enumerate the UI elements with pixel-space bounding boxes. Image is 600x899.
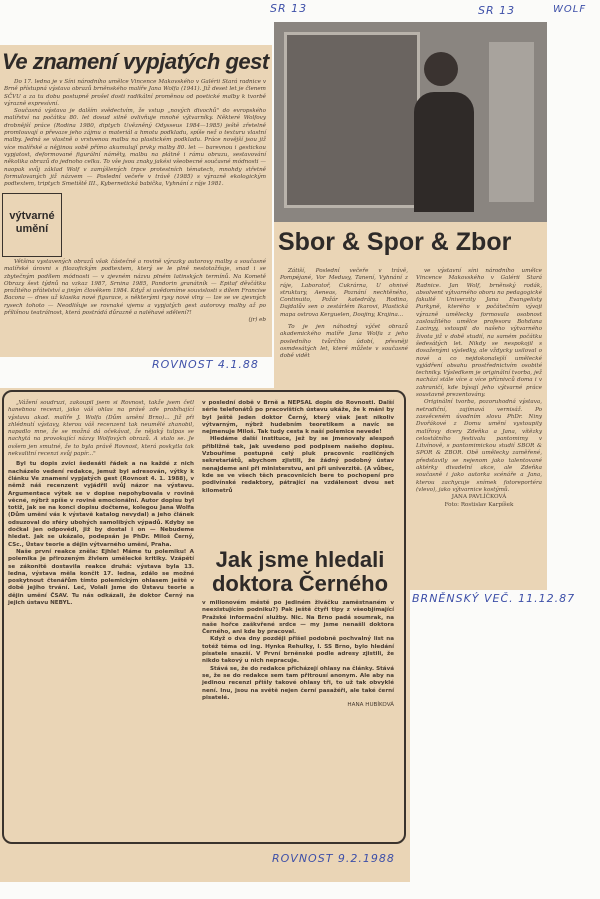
handwritten-source: ROVNOST 4.1.88 (152, 358, 259, 371)
handwritten-note: SR 13 (478, 4, 516, 17)
headline: Ve znamení vypjatých gest (2, 49, 269, 74)
painting-image (284, 32, 420, 208)
article-text: Do 17. ledna je v Síni národního umělce Vincence Makovského v Galérii Stará radnice v Brně přístupná výstava obrazů brněnského malíře Jana Wolfa (1941). Již deset let je členem SČVU a za tu dobu postupně prošel dosti radikální proměnou od poetické malby k tvorbě výrazně expresívní. Současná výstava je dalším svědectvím, že vstup „nových divochů" do evropského malířství na počátku 80. let dosud silně ovlivňuje mnohé výtvarníky. Některé Wolfovy drobnější práce (Rodina 1980, diptych Uvězněný Odysseus 1984—1985) ještě zřetelně promlouvají o převaze jeho zájmu o materiál a hmotu podkladu, spíše než o texturu vlastní malby. Jedná se vlastně o vrstvenou malbu na plastickém podkladu. Práce novější jsou již více malířské a nějjinou sobě přímo akumulují prvky malby 80. let — barevnou i gestickou vypjatost, deformované figurální náměty, malbu na plátně i rámu obrazu, sestavování několika obrazů do jednoho celku. To vše jsou znaky jakési všeobecné současné módnosti — naopak svůj základ Wolf v zamýšlených trpce protestních tématech, mnohdy střetně formulovaných již názvem — Poslední večeře v trávě (1985) s výrazně ekologickým podtextem, triptych Smetiště III., Kybernetická babička, Vyhnání z ráje 1981. (4, 79, 266, 188)
article-column: v poslední době v Brně a NEPSAL dopis do Rovnosti. Další série telefonátů po pracovištích ústavu ukáže, že k máni by byl ještě jeden doktor Černý, který však jest nikoliv výtvarným, nýbrž hudebním teoretikem a navíc se nejmenuje Miloš. Tak tudy cesta k naší polemice nevede! Hledáme další instituce, jež by se jmenovaly alespoň přibližně tak, jak uvedeno pod podpisem našeho dopisu. Vzbouříme postupně celý pluk pracovnic rozličných sekretariátů, abychom zjistili, že žádný podobný ústav nenajdeme ani při ministerstvu, ani při univerzitě. (A vůbec, kde se ve všech těch pracovnicích bere to pochopení pro podivínské redaktory, pátrající na vzdálenost dvou set kilometrů (202, 400, 394, 494)
clipping-ve-znameni (0, 45, 272, 357)
clipping-jak-jsme-hledali (0, 388, 410, 882)
handwritten-source: BRNĚNSKÝ VEČ. 11.12.87 (412, 592, 576, 605)
article-text: Většina vystavených obrazů však částečně a rovině výrazky autorovy malby a současné malířské úrovni s filozofickým podtextem, který se le plně nestotožňuje, snad i se zbytečným podílem módnosti — v zjevném názvu plném latinských termínů. Na Kometě Obrazy šest týdnů na vzkaz 1987, Srnina 1985, Pandorin granátník — Epitaf děvčátku prožitého přátelství a jiným člověkem 1984. Když si uvědomíme souvislosti s dílem Francise Bacona — dnes už klasika nové figurace, s některými rysy nové vlny — lze se ve zjevných rysech tohoto — Neodlišuje se rovnaké vjemu a vypjatých gest autorovy malby až po přílišnou teatrálnost, která postrádá důrazně a naléhavé sdělení?! (jr) eb (4, 259, 266, 324)
section-logo: výtvarné umění (2, 193, 62, 257)
photo (274, 22, 547, 222)
headline: Sbor & Spor & Zbor (278, 228, 512, 256)
article-column: Zátiší, Poslední večeře v trávě, Pompéjané, Vor Medusy, Tanení, Vyhnání z ráje, Laboratoř, Cukrárna, U ohnivé struktury, Aeneas, Poznání nechtěného, Continuito, Požár katedrály, Rodina, Dajdalův sen o zestárlém Ikarovi, Plastická mapa ostrova Kerguelen, Doojiny, Krajina... To je jen náhodný výčet obrazů akademického malíře Jana Wolfa z jeho posledního tvůrčího údobí, přesněji osmdesátých let, které můžete v současné době vidět (280, 268, 408, 360)
person-figure (424, 52, 458, 86)
article-column: v milionovém městě po jediném živáčku zaměstnaném v neexistujícím podniku?) Pak ještě čtyři tipy z všeobjímající Pražské informační služby. Nic. Na Brno padá soumrak, na naše hořce zaškvřené srdce — my jsme nenašli doktora Černého, ani kde by pracoval. Když o dva dny později přišel podobně pochvalný list na totéž téma od ing. Hynka Rehulky, I. SS Brno, bylo hledání písatele snazší. V První brněnské podle adresy zjistili, že nikdo takový u nich nepracuje. Stává se, že do redakce přicházejí ohlasy na články. Stává se, že se do redakce sem tam přitrousí anonym. Ale aby na jedinou recenzi přišly takové ohlasy tři, to už tak obvyklé není. Inu, jsou na světě nejen černí pasažéři, ale také černí pisatelé. HANA HUBÍKOVÁ (202, 600, 394, 709)
handwritten-source: ROVNOST 9.2.1988 (272, 852, 395, 865)
article-column: „Vážení soudruzi, zakoupil jsem si Rovnost, takže jsem četl hanebnou recenzi, jako váš ohlas na právě zde probíhající výstavu akad. malíře J. Wolfa (Dům umění Brno)... Již při zhlédnutí výstavy, kterou váš recenzent tak neumělé zhanobil, napadlo mne, že se možná dá očekávat, že nějaký tulpas se nachytá na provokující názvy Wolfových obrazů. A stalo se. Je ovšem jen smutné, že to byla právě Rovnost, která poskytla tak nekvalitní recenzi svůj papír..." Byl tu dopis zvíci šedesáti řádek a na každé z nich nacházelo vedení redakce, jemuž byl adresován, výtky k článku Ve znamení vypjatých gest (Rovnost 4. 1. 1988), v němž náš recenzent vyjádřil svůj názor na výstavu. Argumentace výtek se v dopise nepohybovala v rovině věcné, nýbrž spíše v rovině emocionální. Autor dopisu byl totiž, jak se na konci dopisu dočteme, kolegou Jana Wolfa (Dům umění vás k výstavě katalog nevydal) a jeho článek odsuzoval do sféry ubohých samolibých výpadů. Kdyby se dočkal jen odpovědi, již by dostal i on — Nebudeme hledat. Jak se ukázalo, podepsán je PhDr. Miloš Černý, CSc., Ústav teorie a dějin výtvarného umění, Praha. Naše první reakce zněla: Ejhle! Máme tu polemiku! A polemika je přirozeným živlem umělecké kritiky. Vzápětí se zákonitě dostavila reakce druhá: výstava byla 13. ledna, výstava měla končit 17. ledna, zdálo se možné poskytnout čtenářům tímto polemickým ohlasem ještě v době jejího trvání. Leč, Volali jsme do Ústavu teorie a dějin umění ČSAV. Tu nás odkázali, že doktor Černý na jejich ústavu NEBYL. (8, 400, 194, 607)
handwritten-note: SR 13 (270, 2, 308, 15)
article-column: ve výstavní síni národního umělce Vincence Makovského v Galérii Stará Radnice. Jan Wolf, brněnský rodák, absolvent výtvarného oboru na pedagogické fakultě Univerzity Jana Evangelisty Purkyně, kterého v počátečním vývoji výrazně umělecky formovala osobnost zasloužilého umělce profesora Bohdana Lacinyy, vstoupil do našeho výtvarného života již v době studií, na samém počátku šedesátých let. Nikdy se nespokojil s dosaženými výsledky, ale vždycky usiloval o nové a co nejdokonalejší umělecké vyjádření obsahu prostřednictvím osobité techniky. Výsledkem je originální tvorba, jež nachází stále více a více příznivců doma i v zahraničí, kde bývají jeho výtvarné práce soustavně prezentovány. Originální tvorba, pozoruhodná výstava, netradiční, zajímavá vernisáž. Po zasvěceném úvodním slovu PhDr. Niny Dvořákové z Domu umění vystoupily malířovy dcery Zdeňka a Jana, vítězky celostátního festivalu pantomimy v Litvínově, s pantomimickou studií SBOR & SPOR & ZBOR. Obě umělecky zaměřené, představily se nejenom jako talentované aktérky divadelní akce, ale Zdeňka současně i jako autorka scénáře a Jana, kterou zachycuje snímek fotoreportéra (vlevo), jako výtvarnice kostýmů. JANA PAVLÍČKOVÁ Foto: Rostislav Karpíšek (416, 268, 542, 508)
handwritten-note: WOLF (553, 4, 587, 15)
headline: Jak jsme hledali doktora Černého (211, 547, 389, 596)
